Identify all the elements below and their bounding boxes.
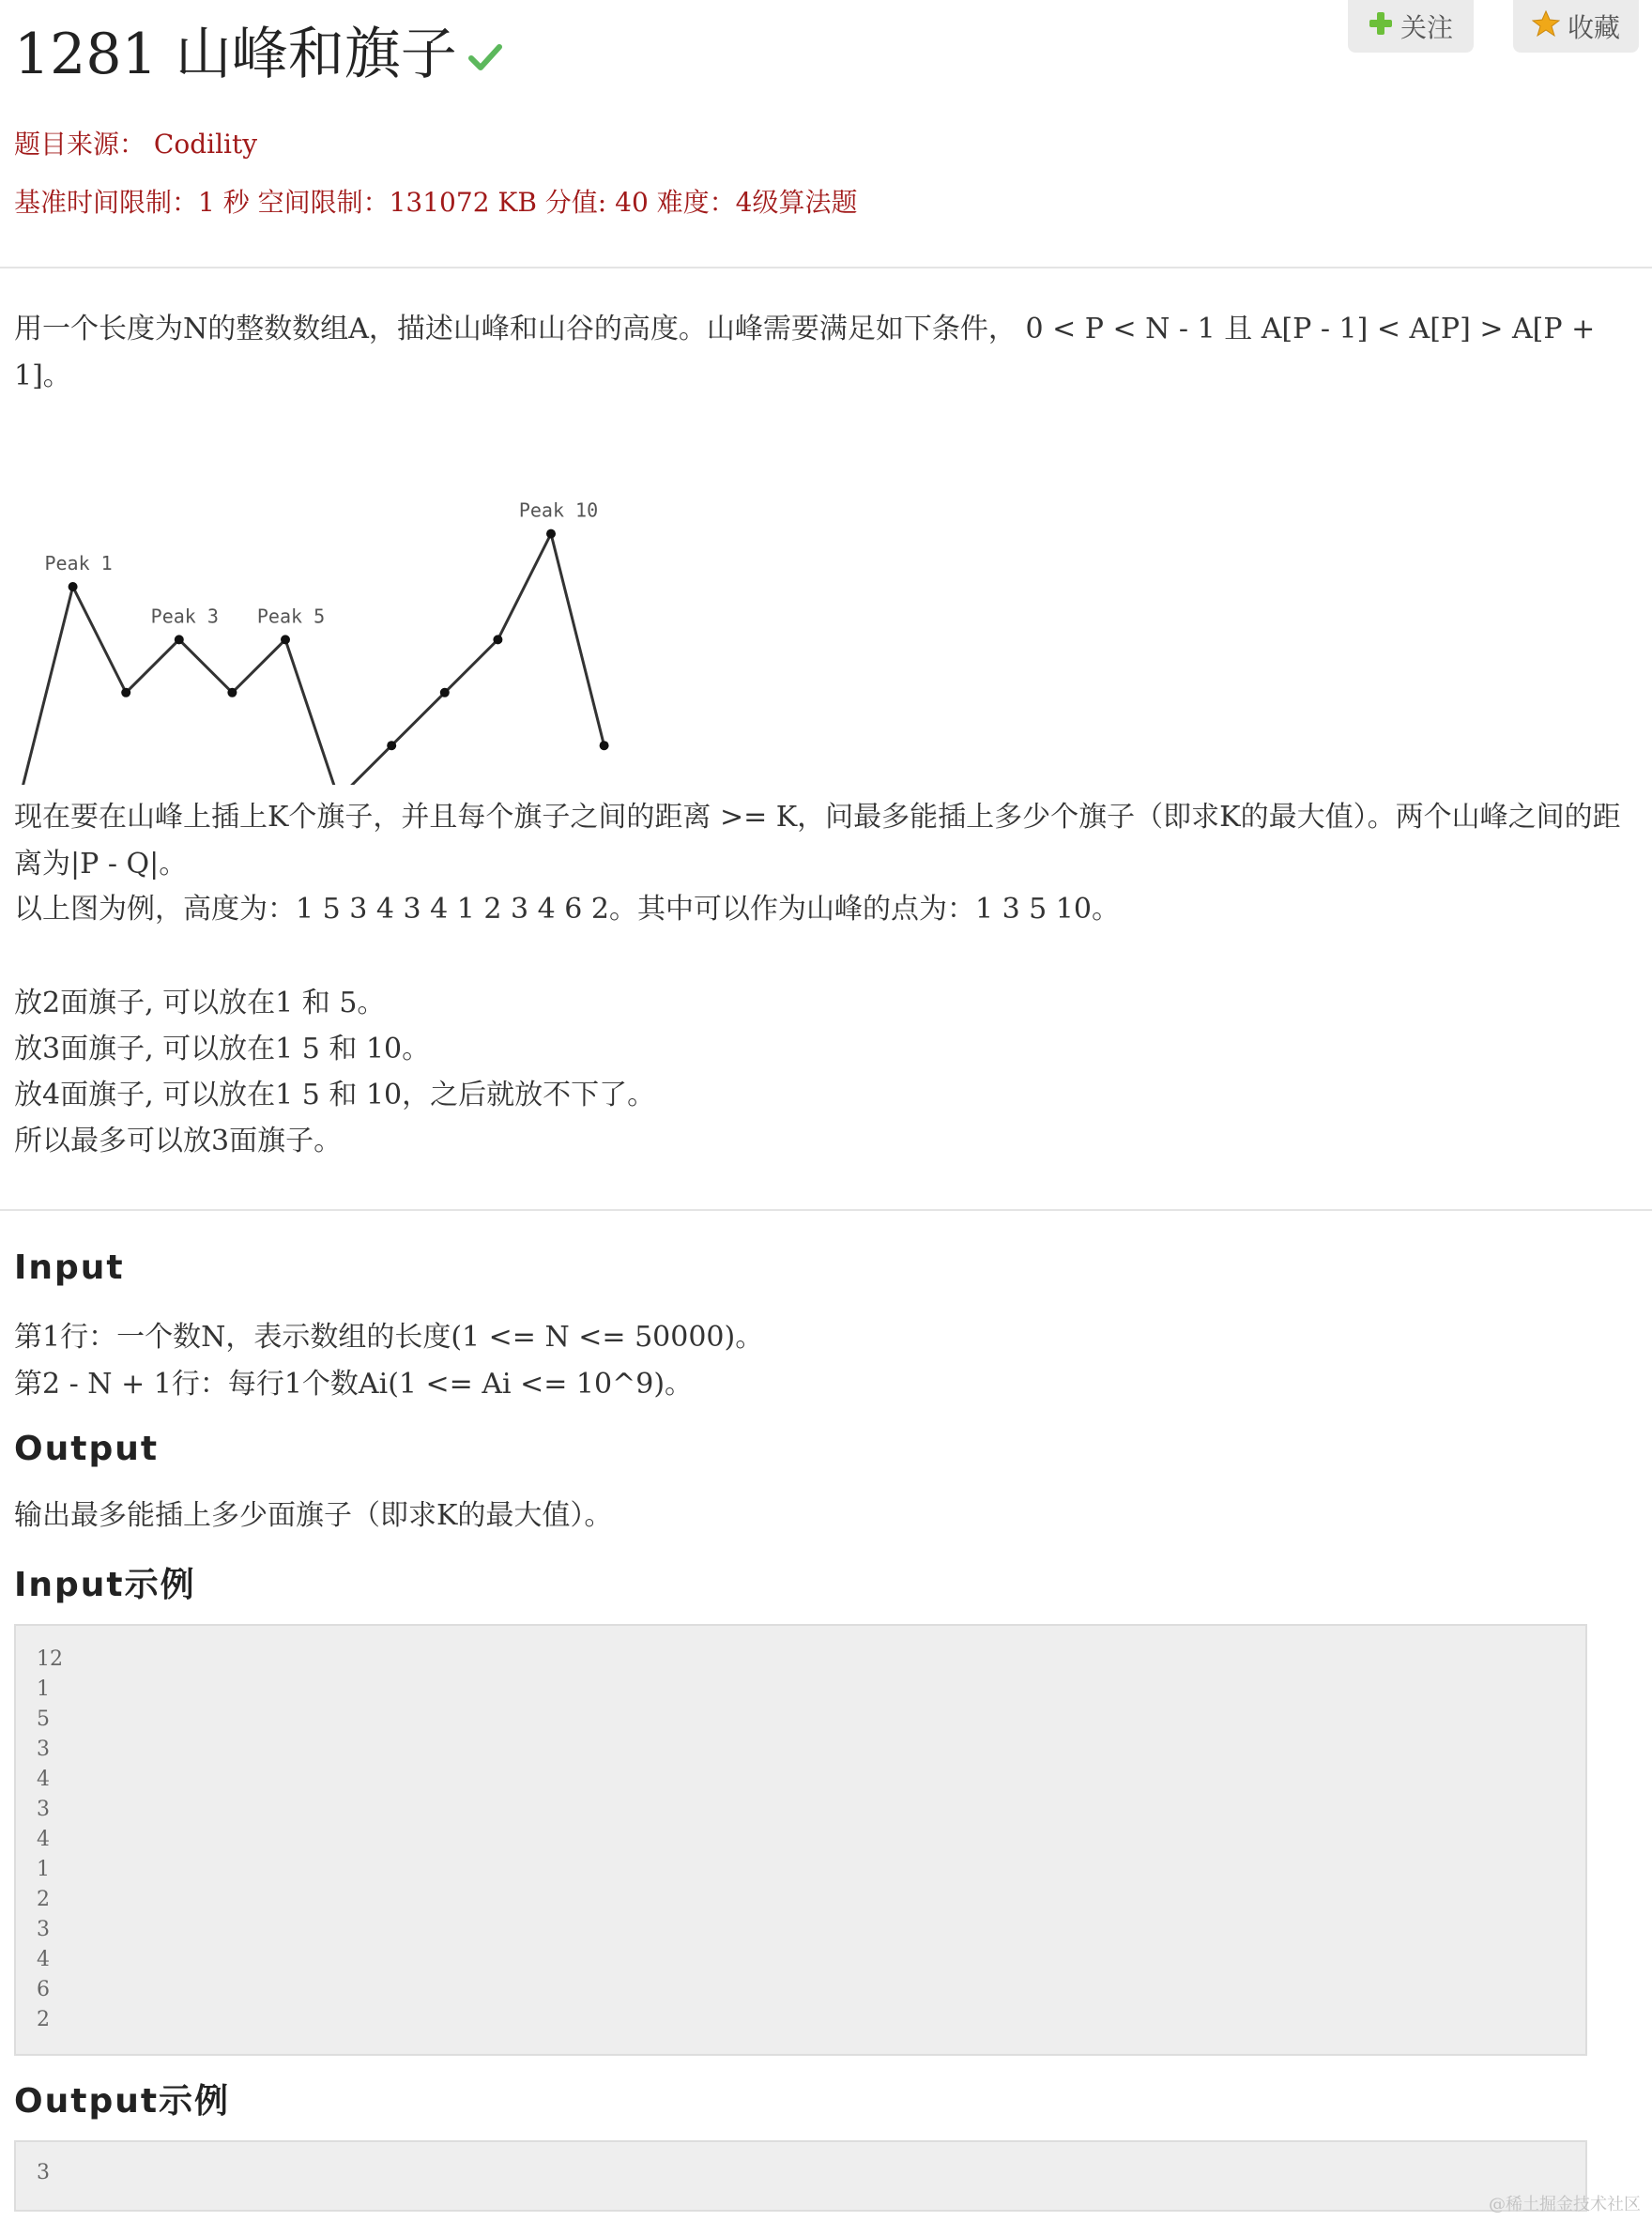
placement-line: 所以最多可以放3面旗子。: [14, 1125, 343, 1157]
input-example-line: 2: [37, 2008, 50, 2031]
follow-label: 关注: [1400, 12, 1453, 43]
input-example-line: 4: [37, 1948, 50, 1971]
input-example-line: 3: [37, 1918, 50, 1941]
data-point: [546, 529, 556, 539]
data-point: [69, 582, 78, 591]
example-text: 以上图为例，高度为：1 5 3 4 3 4 1 2 3 4 6 2。其中可以作为山峰的点为：1 3 5 10。: [14, 893, 1120, 926]
input-example-line: 3: [37, 1798, 50, 1821]
star-icon: [1532, 9, 1560, 44]
data-point: [387, 741, 396, 750]
checkmark-icon: [468, 43, 502, 75]
input-heading: Input: [14, 1248, 125, 1287]
input-example-line: 5: [37, 1708, 50, 1731]
input-example-line: 12: [37, 1647, 63, 1671]
input-line: 第2 - N + 1行：每行1个数Ai(1 <= Ai <= 10^9)。: [14, 1368, 694, 1401]
favorite-button[interactable]: [1513, 0, 1639, 53]
data-point: [227, 688, 237, 697]
output-example-value: 3: [37, 2161, 50, 2184]
input-example-line: 4: [37, 1828, 50, 1851]
data-point: [493, 635, 502, 644]
plus-icon: [1369, 11, 1393, 42]
description-text: 用一个长度为N的整数数组A，描述山峰和山谷的高度。山峰需要满足如下条件， 0 < P < N - 1 且 A[P - 1] < A[P] > A[P + 1]。: [14, 313, 1596, 392]
favorite-label: 收藏: [1567, 12, 1620, 43]
placement-line: 放2面旗子, 可以放在1 和 5。: [14, 987, 386, 1019]
input-example-line: 6: [37, 1978, 50, 2001]
problem-limits: 基准时间限制：1 秒 空间限制：131072 KB 分值: 40 难度：4级算法题: [14, 187, 858, 218]
peak-label: Peak 3: [150, 605, 219, 628]
peak-label: Peak 10: [518, 498, 599, 522]
data-point: [440, 688, 450, 697]
peak-chart: [0, 428, 657, 789]
data-point: [600, 741, 609, 750]
input-example-line: 3: [37, 1738, 50, 1761]
source-label: 题目来源：: [14, 129, 146, 160]
input-example-heading: Input示例: [14, 1566, 196, 1604]
output-example-box[interactable]: [14, 2140, 1587, 2212]
placement-line: 放4面旗子, 可以放在1 5 和 10，之后就放不下了。: [14, 1079, 656, 1111]
problem-header: [0, 0, 1652, 268]
input-line: 第1行：一个数N，表示数组的长度(1 <= N <= 50000)。: [14, 1321, 764, 1354]
follow-button[interactable]: [1348, 0, 1474, 53]
io-section: [0, 1211, 1652, 2221]
input-example-line: 4: [37, 1768, 50, 1791]
data-point: [121, 688, 130, 697]
peak-label: Peak 1: [44, 552, 113, 574]
output-line: 输出最多能插上多少面旗子（即求K的最大值）。: [14, 1499, 613, 1532]
input-example-line: 1: [37, 1858, 50, 1881]
input-example-line: 2: [37, 1888, 50, 1911]
problem-description: [0, 268, 1652, 1211]
placement-line: 放3面旗子, 可以放在1 5 和 10。: [14, 1033, 431, 1065]
watermark: @稀土掘金技术社区: [1489, 2195, 1641, 2214]
flags-text: 现在要在山峰上插上K个旗子，并且每个旗子之间的距离 >= K，问最多能插上多少个旗子（即求K的最大值）。两个山峰之间的距离为|P - Q|。: [14, 801, 1621, 881]
peak-label: Peak 5: [256, 605, 326, 628]
output-example-heading: Output示例: [14, 2082, 231, 2121]
input-example-line: 1: [37, 1677, 50, 1701]
data-point: [281, 635, 290, 644]
data-point: [175, 635, 184, 644]
output-heading: Output: [14, 1430, 160, 1468]
placement-list: [14, 980, 1629, 1164]
input-example-box[interactable]: [14, 1624, 1587, 2056]
title-row: [14, 22, 502, 87]
problem-title: 1281 山峰和旗子: [14, 22, 457, 87]
source-link[interactable]: Codility: [153, 129, 258, 160]
problem-source: [14, 124, 257, 161]
